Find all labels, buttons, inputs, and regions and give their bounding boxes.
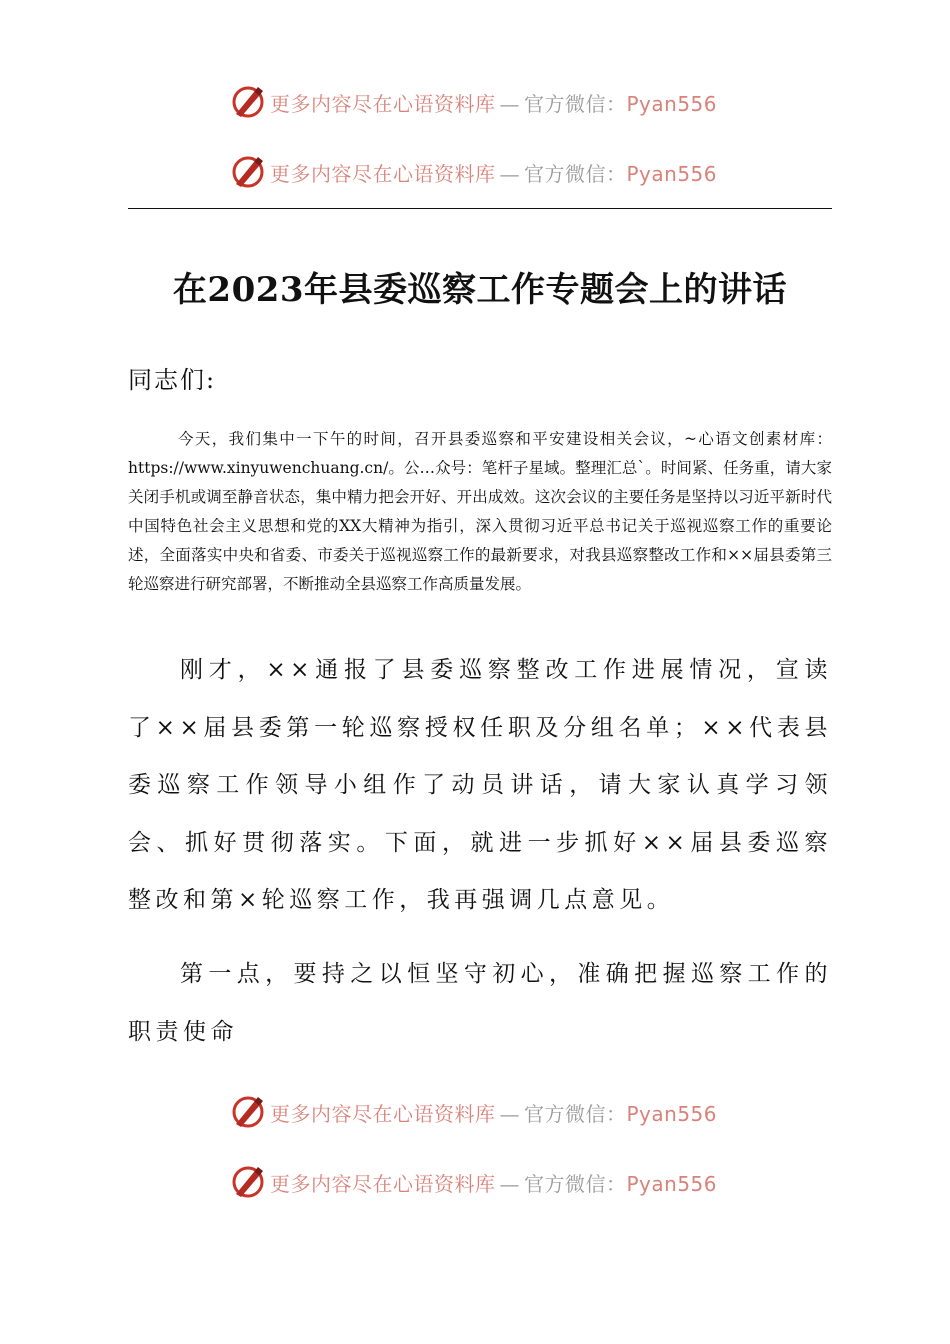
pen-logo-icon — [230, 1094, 266, 1130]
watermark-banner — [230, 1162, 717, 1202]
banner-text: 更多内容尽在心语资料库 — 官方微信：Pyan556 — [270, 1101, 718, 1126]
salutation: 同志们: — [128, 366, 217, 394]
pen-logo-icon — [230, 1164, 266, 1200]
watermark-banner — [230, 82, 717, 122]
banner-text: 更多内容尽在心语资料库 — 官方微信：Pyan556 — [270, 161, 718, 186]
pen-logo-icon — [230, 84, 266, 120]
pen-logo-icon — [230, 154, 266, 190]
document-title: 在2023年县委巡察工作专题会上的讲话 — [172, 270, 788, 310]
intro-paragraph: 今天，我们集中一下午的时间，召开县委巡察和平安建设相关会议，~心语文创素材库：https://www.xinyuwenchuang.cn/。公…众号：笔杆子星域。整理汇总`。时间紧、任务重，请大家关闭手机或调至静音状态，集中精力把会开好、开出成效。这次会议的主要任务是坚持以习近平新时代中国特色社会主义思想和党的XX大精神为指引，深入贯彻习近平总书记关于巡视巡察工作的重要论述，全面落实中央和省委、市委关于巡视巡察工作的最新要求，对我县巡察整改工作和××届县委第三轮巡察进行研究部署，不断推动全县巡察工作高质量发展。 — [128, 430, 832, 593]
body-paragraph: 刚才，××通报了县委巡察整改工作进展情况，宣读了××届县委第一轮巡察授权任职及分组名单；××代表县委巡察工作领导小组作了动员讲话，请大家认真学习领会、抓好贯彻落实。下面，就进一步抓好××届县委巡察整改和第×轮巡察工作，我再强调几点意见。 — [128, 657, 832, 914]
header-divider — [128, 208, 832, 209]
watermark-banner — [230, 152, 717, 192]
section-heading: 第一点，要持之以恒坚守初心，准确把握巡察工作的职责使命 — [128, 961, 832, 1045]
banner-text: 更多内容尽在心语资料库 — 官方微信：Pyan556 — [270, 1171, 718, 1196]
watermark-banner — [230, 1092, 717, 1132]
banner-text: 更多内容尽在心语资料库 — 官方微信：Pyan556 — [270, 91, 718, 116]
